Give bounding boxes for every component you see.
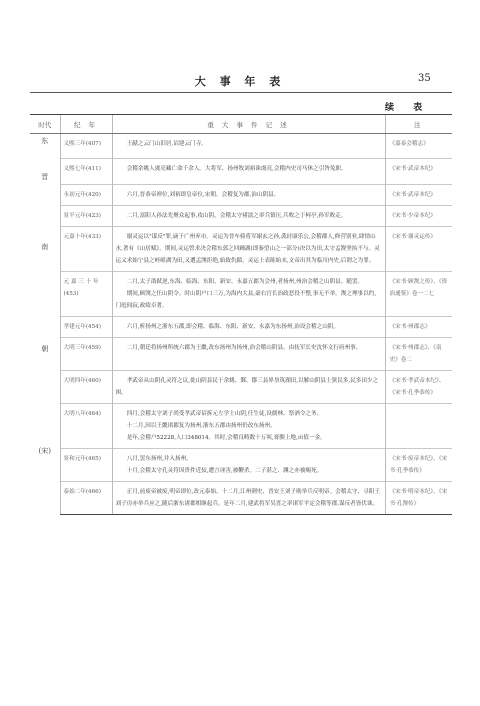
event-paragraph: 王献之云门山旧居,诏建云门寺。 [126,141,207,147]
note-cell: 《宋书·谢灵运传》 [385,226,452,271]
event-paragraph: 正月,前废帝被废,明帝即位,改元泰始。十二月,江州刺史、晋安王刘子勋举兵反明帝。会稽太守、寻阳王刘子房亦举兵应之,随后浙东诸郡相继起兵。是年二月,建武将军吴喜之率诸军平定会稽等郡,谋反者皆伏诛。 [115,488,380,507]
event-paragraph: 孝武帝从山阴孔灵符之议,徙山阴县民于余姚、鄞、鄮三县界垦筑湖田,以解山阴县土狭民多,民多田少之困。 [115,377,379,396]
event-paragraph: 二月,朝廷将扬州所统六郡为王畿,改东扬州为扬州,治会稽山阴县。由抚军长史沈怀文行府州事。 [126,344,362,351]
event-paragraph: 期间,顾觊之任山阴令。时山阴户口三万,为海内大县,豪右官长治政恶役不整,事无不举。觊之理事以约,门庭间寂,政绩卓著。 [115,290,377,309]
table-row [30,481,452,514]
era-label-chao: 朝 [41,345,49,353]
note-cell: 《宋书·武帝本纪》 [385,159,452,184]
table-row [30,271,452,316]
event-cell [112,481,385,514]
year-cell: 大明四年(460) [60,370,112,403]
table-row [30,448,452,481]
table-row [30,370,452,403]
event-paragraph: 六月,晋恭帝禅位,刘裕即皇帝位,宋朝。会稽复为郡,治山阴县。 [126,191,280,198]
note-cell: 《宋书·明帝本纪》、《宋书·孔觊传》 [385,481,452,514]
column-header-note: 注 [385,115,452,134]
event-paragraph: 二月,太子劭弑逆,东海、临海、东阳、新安、永嘉五郡为会州,者扬州,州治会稽之山阴县。随罢。 [126,278,364,285]
event-cell [112,403,385,448]
event-cell [112,316,385,337]
era-cell [30,134,60,185]
year-cell: 景和元年(465) [60,448,112,481]
note-cell: 《宋书·武帝本纪》 [385,184,452,205]
note-cell: 《宋书·顾觊之传》、《资治通鉴》卷一二七 [385,271,452,316]
event-cell [112,448,385,481]
event-cell [112,159,385,184]
event-cell [112,370,385,403]
event-cell [112,226,385,271]
header-rule [30,92,452,93]
note-cell [385,403,452,448]
event-paragraph: 八月,罢东扬州,并入扬州。 [126,455,192,462]
year-cell: 义熙三年(407) [60,134,112,159]
era-label-nan: 南 [41,243,49,251]
year-cell: 元 嘉 三 十 年 (453) [60,271,112,316]
chronology-table [30,114,452,515]
year-cell: 永初元年(420) [60,184,112,205]
note-cell: 《宋书·废帝本纪》、《宋书·孔季恭传》 [385,448,452,481]
event-cell [112,134,385,159]
note-cell: 《嘉泰会稽志》 [385,134,452,159]
table-row [30,226,452,271]
event-paragraph: 是年,会稽户52228,人口348014。其时,会稽良畴数十万顷,膏腴上地,亩值一金。 [126,434,326,441]
table-row [30,184,452,205]
era-label-dong: 东 [41,137,49,145]
year-cell: 大明三年(459) [60,337,112,370]
event-paragraph: 十月,会稽太守孔灵符因贵件近佞,遭言诬害,被鞭杀。二子湛之、渊之亦被赐死。 [126,467,323,474]
event-paragraph: 会稽余姚人虞亮藏亡命千余人。大将军、扬州牧刘裕诛虞亮,会稽内史司马休之引咎免职。 [126,166,347,173]
page-number: 35 [418,73,431,84]
event-paragraph: 十二月,因以王畿诸郡复为扬州,浙东五郡由扬州仍改东扬州。 [126,422,276,429]
table-row [30,403,452,448]
year-cell: 景平元年(423) [60,205,112,226]
note-cell: 《宋书·州郡志》 [385,316,452,337]
column-header-event: 重 大 事 件 记 述 [112,115,385,134]
table-row [30,316,452,337]
era-label-song: (宋) [38,447,51,455]
event-cell [112,184,385,205]
era-label-jin: 晋 [41,173,49,181]
event-paragraph: 四月,会稽太守刘子尚受孝武帝诏拆元左学士山阴,任生徒,设儒林、祭酒令之务。 [126,410,323,417]
note-cell: 《宋书·州郡志》、《南史》卷二 [385,337,452,370]
table-header-row [30,115,452,134]
year-cell: 大明八年(464) [60,403,112,448]
table-body [30,134,452,515]
event-cell [112,337,385,370]
year-cell: 泰始二年(466) [60,481,112,514]
page-title: 大 事 年 表 [194,75,286,88]
table-row [30,134,452,159]
year-cell: 义熙七年(411) [60,159,112,184]
event-paragraph: 谢灵运以"谋反"罪,谪于广州弃市。灵运为晋车骑将军谢玄之孙,袭封康乐公,会稽郡人,修营别业,肆情山水,著有《山居赋》。期间,灵运曾求决会稽东郭之回踵湖(即秦望山之一部分)决以为田,太守孟觊坚执不与。灵运又求始宁县之岯崲湖为田,又遭孟觊拒绝,始致仇隙。灵运上表陈始末,文帝出其为临川内史,后谓之为罪。 [115,233,380,264]
year-cell: 元嘉十年(433) [60,226,112,271]
table-row [30,337,452,370]
column-header-year: 纪 年 [60,115,112,134]
table-row [30,205,452,226]
continued-label: 续 表 [385,103,431,113]
era-cell [30,184,60,514]
event-paragraph: 六月,析扬州之浙东五郡,即会稽、临海、东阳、新安、永嘉为东扬州,治设会稽之山阴。 [126,323,339,330]
year-cell: 孝建元年(454) [60,316,112,337]
column-header-era: 时代 [30,115,60,134]
note-cell: 《宋书·少帝本纪》 [385,205,452,226]
event-cell [112,205,385,226]
event-cell [112,271,385,316]
event-paragraph: 二月,富阳人孙法先聚众起事,攻山阴。会稽太守褚淡之率兵镇压,兵败之于柯亭,孙军败走。 [126,212,347,219]
note-cell: 《宋书·孝武帝本纪》、《宋书·孔季恭传》 [385,370,452,403]
table-row [30,159,452,184]
